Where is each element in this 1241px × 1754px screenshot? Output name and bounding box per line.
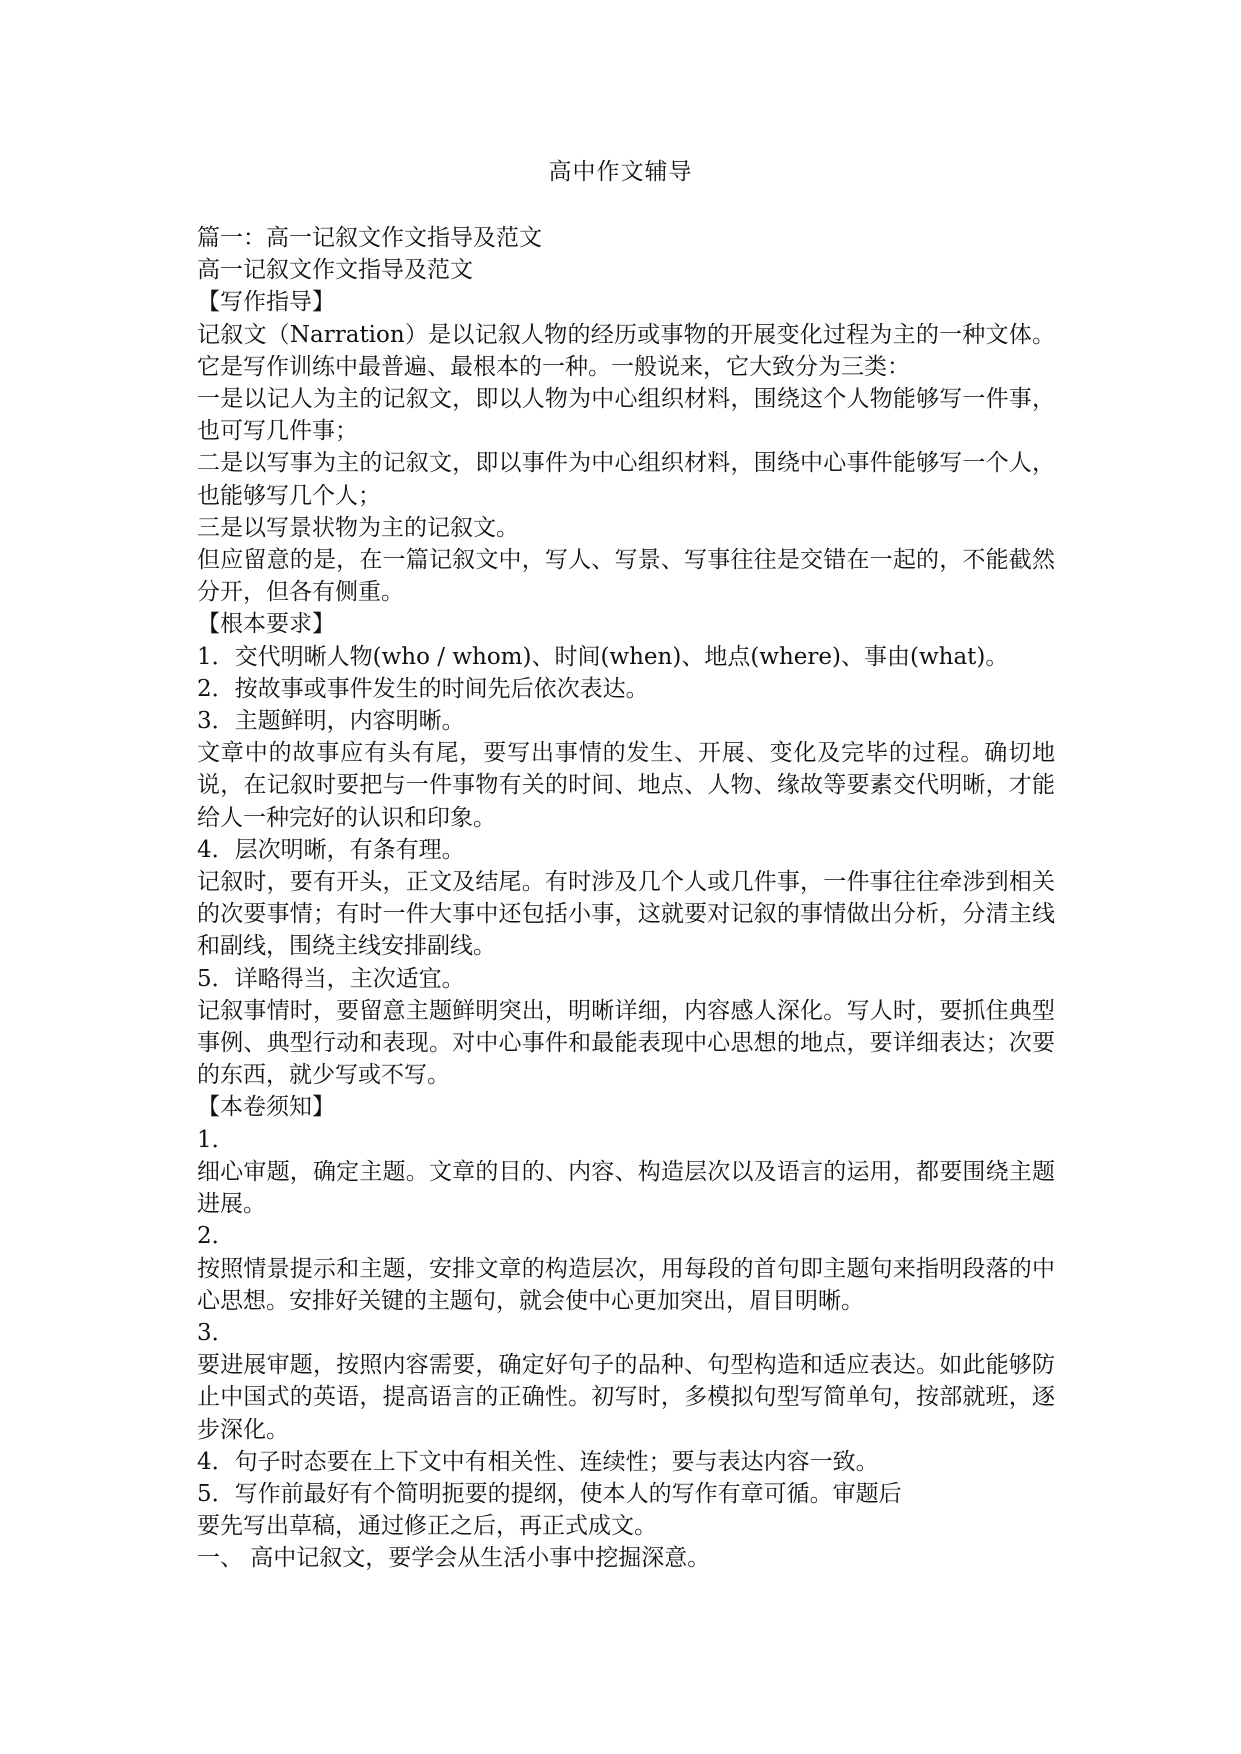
section-heading-one: 一、 高中记叙文，要学会从生活小事中挖掘深意。 bbox=[197, 1545, 711, 1572]
document-body bbox=[197, 222, 1055, 1575]
section-heading-writing-guide: 【写作指导】 bbox=[197, 289, 335, 316]
paragraph: 记叙事情时，要留意主题鲜明突出，明晰详细，内容感人深化。写人时，要抓住典型事例、典型行动和表现。对中心事件和最能表现中心思想的地点，要详细表达；次要的东西，就少写或不写。 bbox=[197, 997, 1055, 1089]
paragraph: 二是以写事为主的记叙文，即以事件为中心组织材料，围绕中心事件能够写一个人，也能够写几个人； bbox=[197, 450, 1055, 509]
list-number: 3． bbox=[197, 1319, 235, 1346]
document-title: 高中作文辅导 bbox=[548, 159, 693, 185]
paragraph: 一是以记人为主的记叙文，即以人物为中心组织材料，围绕这个人物能够写一件事，也可写几件事； bbox=[197, 386, 1055, 445]
section-heading-basic-requirements: 【根本要求】 bbox=[197, 611, 335, 638]
list-item: 5．写作前最好有个简明扼要的提纲，使本人的写作有章可循。审题后 bbox=[197, 1480, 902, 1507]
paragraph: 要先写出草稿，通过修正之后，再正式成文。 bbox=[197, 1513, 657, 1540]
heading-chapter: 篇一：高一记叙文作文指导及范文 bbox=[197, 225, 542, 251]
list-item: 4．层次明晰，有条有理。 bbox=[197, 836, 465, 863]
paragraph: 记叙文（Narration）是以记叙人物的经历或事物的开展变化过程为主的一种文体。它是写作训练中最普遍、最根本的一种。一般说来，它大致分为三类： bbox=[197, 321, 1055, 380]
paragraph: 记叙时，要有开头，正文及结尾。有时涉及几个人或几件事，一件事往往牵涉到相关的次要事情；有时一件大事中还包括小事，这就要对记叙的事情做出分析，分清主线和副线，围绕主线安排副线。 bbox=[197, 869, 1055, 960]
paragraph: 但应留意的是，在一篇记叙文中，写人、写景、写事往往是交错在一起的，不能截然分开，但各有侧重。 bbox=[197, 547, 1055, 606]
list-number: 1． bbox=[197, 1126, 235, 1153]
paragraph: 三是以写景状物为主的记叙文。 bbox=[197, 514, 519, 541]
paragraph: 要进展审题，按照内容需要，确定好句子的品种、句型构造和适应表达。如此能够防止中国式的英语，提高语言的正确性。初写时，多模拟句型写简单句，按部就班，逐步深化。 bbox=[197, 1352, 1055, 1443]
section-heading-notes: 【本卷须知】 bbox=[197, 1094, 335, 1121]
list-number: 2． bbox=[197, 1223, 235, 1250]
list-item: 4．句子时态要在上下文中有相关性、连续性；要与表达内容一致。 bbox=[197, 1448, 879, 1475]
list-item: 2．按故事或事件发生的时间先后依次表达。 bbox=[197, 675, 649, 702]
list-item: 3．主题鲜明，内容明晰。 bbox=[197, 708, 465, 735]
paragraph: 细心审题，确定主题。文章的目的、内容、构造层次以及语言的运用，都要围绕主题进展。 bbox=[197, 1158, 1055, 1218]
heading-subtitle: 高一记叙文作文指导及范文 bbox=[197, 257, 473, 284]
list-item: 1．交代明晰人物(who / whom)、时间(when)、地点(where)、事由(what)。 bbox=[197, 643, 1009, 670]
list-item: 5．详略得当，主次适宜。 bbox=[197, 965, 465, 992]
paragraph: 按照情景提示和主题，安排文章的构造层次，用每段的首句即主题句来指明段落的中心思想。安排好关键的主题句，就会使中心更加突出，眉目明晰。 bbox=[197, 1255, 1055, 1314]
paragraph: 文章中的故事应有头有尾，要写出事情的发生、开展、变化及完毕的过程。确切地说，在记叙时要把与一件事物有关的时间、地点、人物、缘故等要素交代明晰，才能给人一种完好的认识和印象。 bbox=[197, 740, 1055, 831]
